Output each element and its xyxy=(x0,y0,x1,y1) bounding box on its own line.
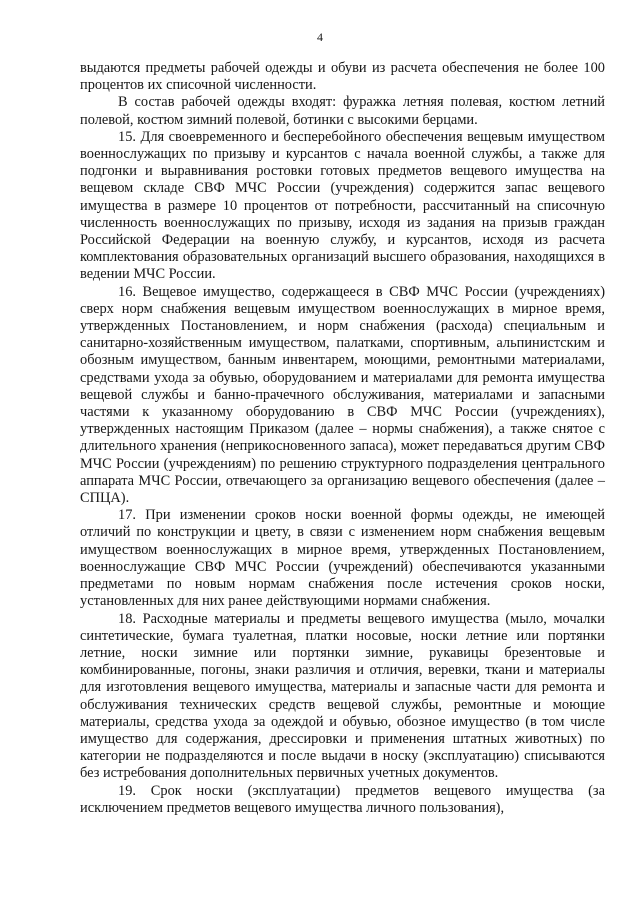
paragraph-16: 16. Вещевое имущество, содержащееся в СВФ МЧС России (учреждениях) сверх норм снабжения вещевым имуществом военнослужащих в мирное время, утвержденных Постановлением, и норм снабжения (расхода) специальным и санитарно-хозяйственным имуществом, палатками, спортивным, альпинистским и обозным имуществом, банным инвентарем, моющими, ремонтными материалами, средствами ухода за обувью, оборудованием и материалами для ремонта имущества вещевой службы и банно-прачечного обслуживания, материалами и запасными частями к указанному оборудованию в СВФ МЧС России (учреждениях), утвержденных настоящим Приказом (далее – нормы снабжения), а также снятое с длительного хранения (неприкосновенного запаса), может передаваться другим СВФ МЧС России (учреждениям) по решению структурного подразделения центрального аппарата МЧС России, отвечающего за организацию вещевого обеспечения (далее – СПЦА). xyxy=(80,283,605,507)
paragraph-17: 17. При изменении сроков носки военной формы одежды, не имеющей отличий по конструкции и цвету, в связи с изменением норм снабжения вещевым имуществом военнослужащих в мирное время, утвержденных Постановлением, военнослужащие СВФ МЧС России (учреждений) обеспечиваются указанными предметами по новым нормам снабжения после истечения сроков носки, установленных для них ранее действующими нормами снабжения. xyxy=(80,507,605,610)
paragraph-15: 15. Для своевременного и бесперебойного обеспечения вещевым имуществом военнослужащих по призыву и курсантов с начала военной службы, а также для подгонки и выравнивания ростовки готовых предметов вещевого имущества на вещевом складе СВФ МЧС России (учреждения) содержится запас вещевого имущества в размере 10 процентов от потребности, рассчитанный на списочную численность военнослужащих по призыву, исходя из задания на призыв граждан Российской Федерации на военную службу, и курсантов, исходя из расчета комплектования образовательных организаций высшего образования, находящихся в ведении МЧС России. xyxy=(80,128,605,283)
paragraph-work-clothing: В состав рабочей одежды входят: фуражка летняя полевая, костюм летний полевой, костюм зимний полевой, ботинки с высокими берцами. xyxy=(80,94,605,128)
document-body xyxy=(80,60,605,817)
paragraph-19: 19. Срок носки (эксплуатации) предметов вещевого имущества (за исключением предметов вещевого имущества личного пользования), xyxy=(80,782,605,816)
page-number: 4 xyxy=(317,30,323,44)
paragraph-14-continuation: выдаются предметы рабочей одежды и обуви из расчета обеспечения не более 100 процентов их списочной численности. xyxy=(80,60,605,94)
paragraph-18: 18. Расходные материалы и предметы вещевого имущества (мыло, мочалки синтетические, бумага туалетная, платки носовые, носки летние или портянки летние, носки зимние или портянки зимние, рукавицы брезентовые и комбинированные, погоны, знаки различия и отличия, веревки, ткани и материалы для изготовления вещевого имущества, материалы и запасные части для ремонта и обслуживания технических средств вещевой службы, ремонтные и моющие материалы, средства ухода за одеждой и обувью, обозное имущество (в том числе имущество для содержания, дрессировки и применения штатных животных) по категории не подразделяются и после выдачи в носку (эксплуатацию) списываются без истребования дополнительных первичных учетных документов. xyxy=(80,610,605,782)
